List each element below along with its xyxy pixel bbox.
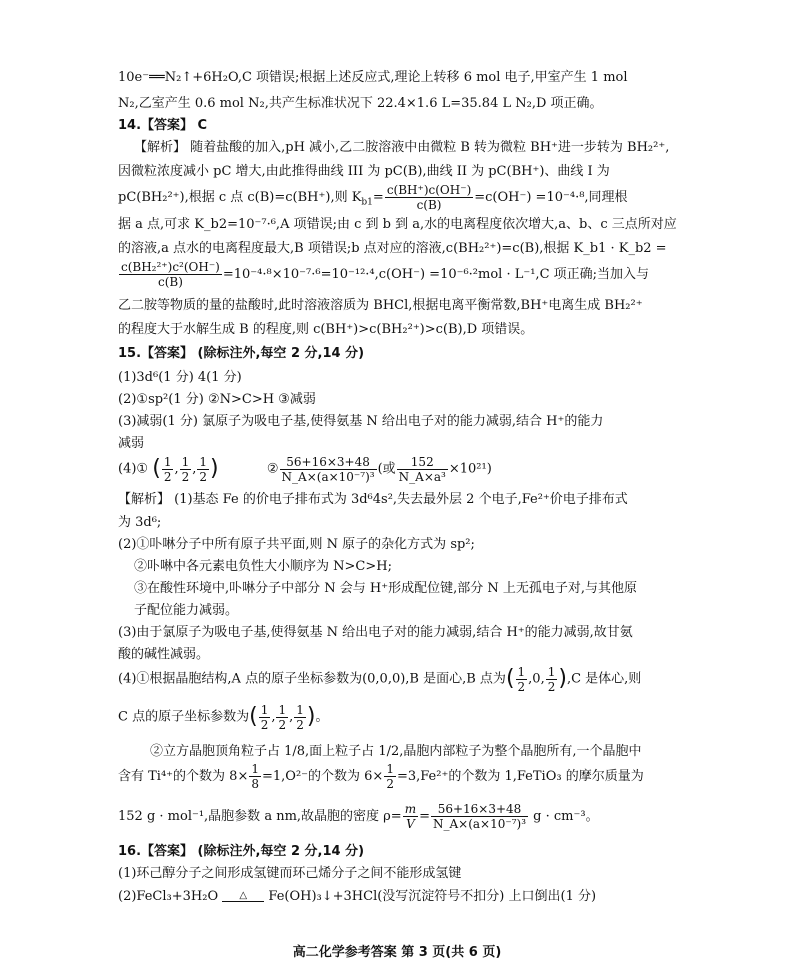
fraction bbox=[431, 802, 528, 831]
fraction bbox=[516, 665, 528, 694]
denominator: 2 bbox=[547, 679, 556, 694]
text-segment: ×10²¹) bbox=[448, 461, 492, 477]
numerator: 1 bbox=[386, 762, 394, 776]
fraction bbox=[180, 455, 192, 484]
text-segment: ② bbox=[266, 461, 279, 477]
text-line: 【解析】 (1)基态 Fe 的价电子排布式为 3d⁶4s²,失去最外层 2 个电子,Fe²⁺价电子排布式 bbox=[118, 492, 628, 507]
text-line: (1)3d⁶(1 分) 4(1 分) bbox=[118, 370, 242, 385]
question-15-answer: 15.【答案】 (除标注外,每空 2 分,14 分) bbox=[118, 346, 365, 361]
paren: ) bbox=[558, 666, 567, 691]
denominator: 2 bbox=[386, 777, 394, 791]
numerator: 1 bbox=[181, 454, 190, 469]
numerator: c(BH⁺)c(OH⁻) bbox=[386, 183, 472, 197]
text-line: 的程度大于水解生成 B 的程度,则 c(BH⁺)>c(BH₂²⁺)>c(B),D 项错误。 bbox=[118, 322, 534, 337]
text-line: 因微粒浓度减小 pC 增大,由此推得曲线 III 为 pC(B),曲线 II 为 pC(BH⁺)、曲线 I 为 bbox=[118, 164, 610, 179]
question-16-answer: 16.【答案】 (除标注外,每空 2 分,14 分) bbox=[118, 844, 365, 859]
formula-line: (4)① ( $\frac{1}{2}$ , $\frac{1}{2}$ , $\frac{1}{2}$ ) ② $\frac{56+16\times 3+48}{\text{N\_A×(a×10⁻⁷)³}}$ (或 $\frac{152}{\text{N\_A×a³}}$ ×10²¹) bbox=[118, 454, 492, 484]
fraction bbox=[546, 665, 558, 694]
numerator: 1 bbox=[296, 702, 304, 717]
formula-line: C 点的原子坐标参数为( $\frac{1}{2}$ , $\frac{1}{2}$ , $\frac{1}{2}$ )。 bbox=[118, 702, 329, 732]
text-segment: =c(OH⁻) =10⁻⁴·⁸,同理根 bbox=[474, 190, 628, 205]
text-line: ③在酸性环境中,卟啉分子中部分 N 会与 H⁺形成配位键,部分 N 上无孤电子对,与其他原 bbox=[134, 581, 638, 596]
paren: ) bbox=[210, 456, 219, 481]
text-segment: 。 bbox=[315, 709, 329, 725]
text-line: (3)由于氯原子为吸电子基,使得氨基 N 给出电子对的能力减弱,结合 H⁺的能力减弱,故甘氨 bbox=[118, 625, 633, 640]
fraction bbox=[259, 703, 271, 732]
numerator: 1 bbox=[251, 762, 259, 776]
text-segment: 含有 Ti⁴⁺的个数为 8× bbox=[118, 769, 249, 784]
text-line: 据 a 点,可求 K_b2=10⁻⁷·⁶,A 项错误;由 c 到 b 到 a,水的电离程度依次增大,a、b、c 三点所对应 bbox=[118, 217, 677, 232]
numerator: 1 bbox=[547, 664, 556, 679]
formula-line: pC(BH₂²⁺),根据 c 点 c(B)=c(BH⁺),则 $K_{b1}=$ $\frac{c(BH^+)c(OH^-)}{c(B)}$ =c(OH⁻) =10⁻⁴·⁸,同理根 bbox=[118, 183, 628, 212]
fraction bbox=[385, 183, 473, 212]
fraction bbox=[162, 455, 174, 484]
text-segment: (2)FeCl₃+3H₂O bbox=[118, 889, 219, 904]
text-line: 减弱 bbox=[118, 436, 145, 451]
fraction bbox=[294, 703, 306, 732]
numerator: 56+16×3+48 bbox=[431, 802, 528, 817]
fraction bbox=[249, 762, 261, 791]
reaction-arrow bbox=[222, 891, 264, 902]
denominator: 2 bbox=[260, 717, 269, 732]
formula-line bbox=[118, 800, 599, 834]
denominator: N_A×(a×10⁻⁷)³ bbox=[433, 817, 527, 831]
paren: ) bbox=[306, 704, 316, 729]
text-segment: g · cm⁻³。 bbox=[533, 809, 599, 824]
paren: ( bbox=[152, 456, 161, 481]
numerator: 1 bbox=[517, 664, 526, 679]
fraction bbox=[197, 455, 209, 484]
text-segment: =3,Fe²⁺的个数为 1,FeTiO₃ 的摩尔质量为 bbox=[396, 769, 644, 784]
formula-line: (4)①根据晶胞结构,A 点的原子坐标参数为(0,0,0),B 是面心,B 点为( $\frac{1}{2}$ ,0, $\frac{1}{2}$ ),C 是体心,则 bbox=[118, 664, 642, 694]
denominator: c(B) bbox=[157, 275, 183, 289]
question-14-answer: 14.【答案】 C bbox=[118, 118, 208, 133]
arrow-bar bbox=[222, 901, 264, 902]
denominator: 2 bbox=[517, 679, 526, 694]
text-segment: ,C 是体心,则 bbox=[566, 671, 642, 687]
denominator: V bbox=[406, 817, 415, 831]
numerator: 1 bbox=[260, 702, 269, 717]
denominator: 2 bbox=[181, 469, 190, 484]
numerator: 1 bbox=[163, 454, 172, 469]
fraction bbox=[119, 260, 222, 289]
formula-line bbox=[118, 760, 644, 794]
heat-symbol: △ bbox=[239, 890, 248, 901]
text-line: 的溶液,a 点水的电离程度最大,B 项错误;b 点对应的溶液,c(BH₂²⁺)=c(B),根据 K_b1 · K_b2 = bbox=[118, 241, 667, 256]
text-line: (2)①卟啉分子中所有原子共平面,则 N 原子的杂化方式为 sp²; bbox=[118, 537, 475, 552]
formula-line bbox=[118, 260, 649, 290]
text-segment: (4)①根据晶胞结构,A 点的原子坐标参数为(0,0,0),B 是面心,B 点为 bbox=[118, 671, 506, 687]
paren: ( bbox=[505, 666, 515, 691]
text-segment: C 点的原子坐标参数为 bbox=[118, 709, 250, 725]
text-segment: pC(BH₂²⁺),根据 c 点 c(B)=c(BH⁺),则 K bbox=[118, 190, 362, 205]
paren: ( bbox=[249, 704, 258, 729]
text-line: 为 3d⁶; bbox=[118, 515, 162, 530]
text-segment: =1,O²⁻的个数为 6× bbox=[261, 769, 384, 784]
text-line: (3)减弱(1 分) 氯原子为吸电子基,使得氨基 N 给出电子对的能力减弱,结合 H⁺的能力 bbox=[118, 414, 604, 429]
denominator: 2 bbox=[296, 717, 304, 732]
fraction bbox=[397, 455, 448, 484]
denominator: 2 bbox=[163, 469, 172, 484]
fraction bbox=[403, 802, 418, 831]
text-line: (2)①sp²(1 分) ②N>C>H ③减弱 bbox=[118, 392, 316, 407]
text-line: 子配位能力减弱。 bbox=[134, 603, 239, 618]
denominator: 2 bbox=[278, 717, 287, 732]
text-segment: (4)① bbox=[118, 461, 149, 477]
subscript: b1 bbox=[361, 197, 373, 208]
fraction bbox=[280, 455, 377, 484]
fraction bbox=[384, 762, 396, 791]
text-line: 【解析】 随着盐酸的加入,pH 减小,乙二胺溶液中由微粒 B 转为微粒 BH⁺进一步转为 BH₂²⁺, bbox=[134, 140, 670, 155]
numerator: 1 bbox=[199, 454, 208, 469]
denominator: 2 bbox=[199, 469, 208, 484]
denominator: c(B) bbox=[416, 198, 442, 212]
text-line: 酸的碱性减弱。 bbox=[118, 647, 210, 662]
numerator: 1 bbox=[278, 702, 287, 717]
text-line: 乙二胺等物质的量的盐酸时,此时溶液溶质为 BHCl,根据电离平衡常数,BH⁺电离生成 BH₂²⁺ bbox=[118, 298, 643, 313]
fraction bbox=[276, 703, 288, 732]
text-segment: 152 g · mol⁻¹,晶胞参数 a nm,故晶胞的密度 ρ= bbox=[118, 809, 402, 824]
text-segment: =10⁻⁴·⁸×10⁻⁷·⁶=10⁻¹²·⁴,c(OH⁻) =10⁻⁶·²mol · L⁻¹,C 项正确;当加入与 bbox=[222, 267, 650, 282]
denominator: N_A×a³ bbox=[398, 469, 446, 484]
numerator: 152 bbox=[397, 455, 448, 470]
text-line: N₂,乙室产生 0.6 mol N₂,共产生标准状况下 22.4×1.6 L=35.84 L N₂,D 项正确。 bbox=[118, 96, 603, 111]
text-line: ②卟啉中各元素电负性大小顺序为 N>C>H; bbox=[134, 559, 392, 574]
text-line: (1)环己醇分子之间形成氢键而环己烯分子之间不能形成氢键 bbox=[118, 866, 462, 881]
denominator: N_A×(a×10⁻⁷)³ bbox=[281, 469, 375, 484]
numerator: m bbox=[404, 802, 417, 816]
denominator: 8 bbox=[251, 777, 259, 791]
text-segment: (或 bbox=[377, 461, 396, 477]
text-segment: = bbox=[419, 809, 430, 824]
text-line: 10e⁻══N₂↑+6H₂O,C 项错误;根据上述反应式,理论上转移 6 mol 电子,甲室产生 1 mol bbox=[118, 70, 628, 85]
text-segment: Fe(OH)₃↓+3HCl(没写沉淀符号不扣分) 上口倒出(1 分) bbox=[268, 889, 597, 904]
page-footer: 高二化学参考答案 第 3 页(共 6 页) bbox=[292, 945, 502, 960]
numerator: c(BH₂²⁺)c²(OH⁻) bbox=[121, 260, 220, 274]
formula-line bbox=[118, 882, 596, 912]
numerator: 56+16×3+48 bbox=[280, 455, 377, 470]
text-line: ②立方晶胞顶角粒子占 1/8,面上粒子占 1/2,晶胞内部粒子为整个晶胞所有,一个晶胞中 bbox=[150, 744, 642, 759]
